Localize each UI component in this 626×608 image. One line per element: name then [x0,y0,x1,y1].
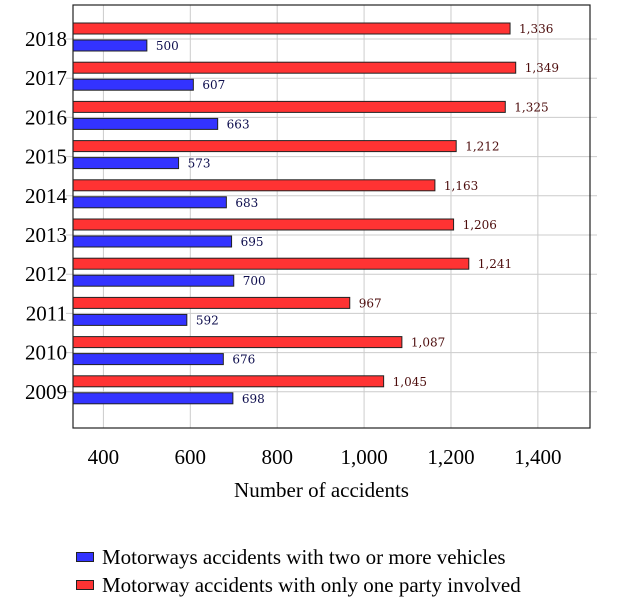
bar-two-vehicles [73,197,226,208]
x-tick-label: 1,400 [514,445,562,469]
data-label: 1,349 [524,61,560,76]
bar-two-vehicles [73,354,223,365]
bar-one-party [73,258,469,269]
x-tick-label: 1,000 [340,445,388,469]
legend-item-one-party [76,571,521,599]
bar-one-party [73,101,505,112]
bar-one-party [73,376,384,387]
bar-two-vehicles [73,118,218,129]
bar-two-vehicles [73,40,147,51]
bar-one-party [73,180,435,191]
data-label: 607 [202,78,226,93]
data-label: 967 [358,296,382,311]
bar-one-party [73,23,510,34]
bar-one-party [73,219,454,230]
data-label: 1,336 [519,22,554,36]
y-tick-label: 2018 [25,27,67,51]
bar-two-vehicles [73,158,179,169]
x-tick-label: 600 [174,445,207,469]
y-tick-label: 2010 [25,340,67,365]
data-label: 663 [226,117,250,132]
legend-swatch-blue [76,552,94,562]
x-tick-label: 800 [261,445,293,469]
bar-one-party [73,297,350,308]
data-label: 573 [187,156,211,171]
legend-item-two-vehicles [76,543,521,571]
x-tick-label: 1,200 [427,445,475,469]
bar-two-vehicles [73,79,193,90]
bar-one-party [73,62,516,73]
data-label: 1,087 [410,335,446,350]
data-label: 1,206 [462,218,497,232]
data-label: 683 [235,195,259,210]
bar-one-party [73,337,402,348]
data-label: 1,241 [477,257,513,272]
data-label: 700 [242,274,266,289]
data-label: 1,325 [514,100,549,115]
legend-swatch-red [76,580,94,590]
data-label: 1,163 [443,178,479,193]
data-label: 695 [240,235,264,249]
bar-two-vehicles [73,393,233,404]
y-tick-label: 2009 [25,379,67,404]
data-label: 500 [155,39,179,53]
data-label: 698 [241,391,265,406]
y-tick-label: 2012 [25,262,67,287]
data-label: 592 [195,313,219,328]
data-label: 676 [232,352,256,367]
y-tick-label: 2011 [25,301,67,326]
x-axis-label: Number of accidents [234,478,409,502]
y-tick-label: 2016 [25,105,67,130]
bar-two-vehicles [73,236,232,247]
legend-label: Motorways accidents with two or more vehicles [102,545,506,569]
bar-two-vehicles [73,275,234,286]
legend [76,543,521,599]
legend-label: Motorway accidents with only one party involved [102,573,521,597]
y-tick-label: 2014 [25,183,67,208]
bar-one-party [73,141,456,152]
y-tick-label: 2017 [25,66,67,91]
data-label: 1,045 [392,374,427,389]
y-tick-label: 2013 [25,223,67,247]
x-tick-label: 400 [87,445,120,469]
bar-two-vehicles [73,314,187,325]
data-label: 1,212 [465,139,500,154]
y-tick-label: 2015 [25,144,67,169]
